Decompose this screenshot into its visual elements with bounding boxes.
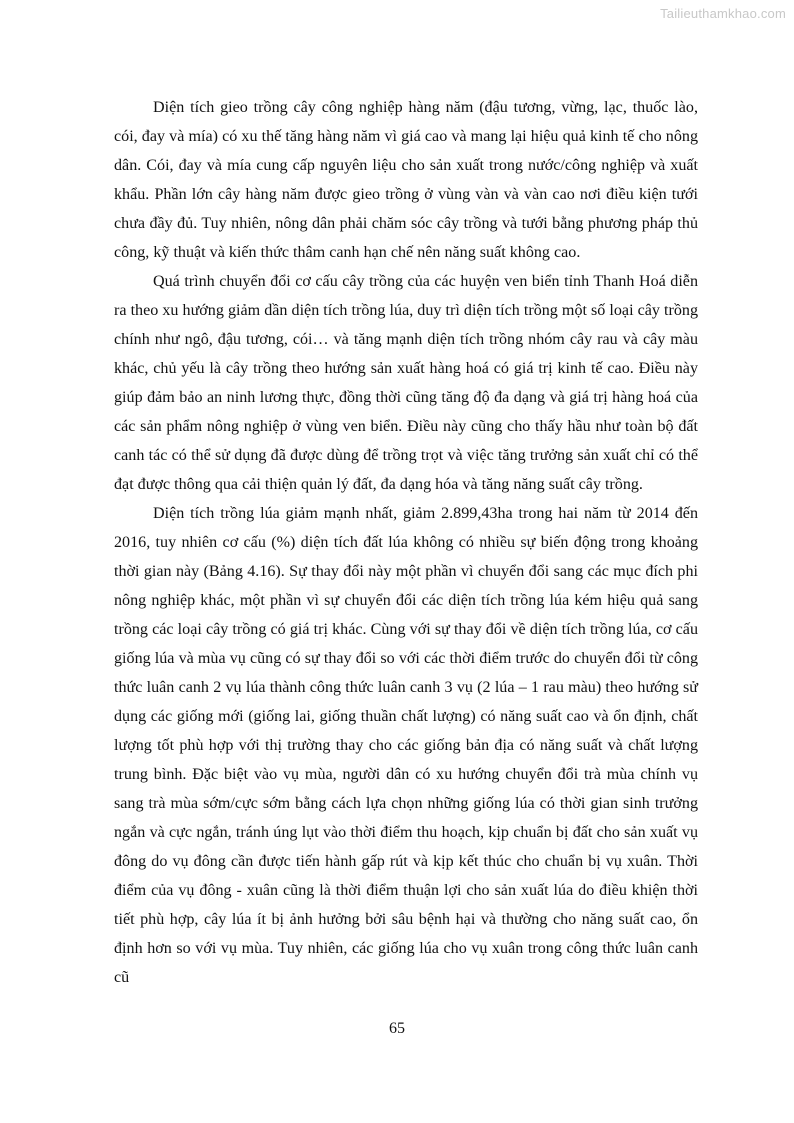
watermark-text: Tailieuthamkhao.com (660, 6, 786, 21)
document-body (114, 93, 698, 992)
paragraph-crop-restructuring: Quá trình chuyển đổi cơ cấu cây trồng của các huyện ven biển tỉnh Thanh Hoá diễn ra theo xu hướng giảm dần diện tích trồng lúa, duy trì diện tích trồng một số loại cây trồng chính như ngô, đậu tương, cói… và tăng mạnh diện tích trồng nhóm cây rau và cây màu khác, chủ yếu là cây trồng theo hướng sản xuất hàng hoá có giá trị kinh tế cao. Điều này giúp đảm bảo an ninh lương thực, đồng thời cũng tăng độ đa dạng và giá trị hàng hoá của các sản phẩm nông nghiệp ở vùng ven biển. Điều này cũng cho thấy hầu như toàn bộ đất canh tác có thể sử dụng đã được dùng để trồng trọt và việc tăng trưởng sản xuất chỉ có thể đạt được thông qua cải thiện quản lý đất, đa dạng hóa và tăng năng suất cây trồng. (114, 273, 698, 493)
page-number: 65 (389, 1020, 405, 1037)
paragraph-industrial-crops: Diện tích gieo trồng cây công nghiệp hàng năm (đậu tương, vừng, lạc, thuốc lào, cói, đay và mía) có xu thế tăng hàng năm vì giá cao và mang lại hiệu quả kinh tế cho nông dân. Cói, đay và mía cung cấp nguyên liệu cho sản xuất trong nước/công nghiệp và xuất khẩu. Phần lớn cây hàng năm được gieo trồng ở vùng vàn và vàn cao nơi điều kiện tưới chưa đầy đủ. Tuy nhiên, nông dân phải chăm sóc cây trồng và tưới bằng phương pháp thủ công, kỹ thuật và kiến thức thâm canh hạn chế nên năng suất không cao. (114, 99, 698, 261)
paragraph-rice-area: Diện tích trồng lúa giảm mạnh nhất, giảm 2.899,43ha trong hai năm từ 2014 đến 2016, tuy nhiên cơ cấu (%) diện tích đất lúa không có nhiều sự biến động trong khoảng thời gian này (Bảng 4.16). Sự thay đổi này một phần vì chuyển đổi sang các mục đích phi nông nghiệp khác, một phần vì sự chuyển đổi các diện tích trồng lúa kém hiệu quả sang trồng các loại cây trồng có giá trị khác. Cùng với sự thay đổi về diện tích trồng lúa, cơ cấu giống lúa và mùa vụ cũng có sự thay đổi so với các thời điểm trước do chuyển đổi từ công thức luân canh 2 vụ lúa thành công thức luân canh 3 vụ (2 lúa – 1 rau màu) theo hướng sử dụng các giống mới (giống lai, giống thuần chất lượng) có năng suất cao và ổn định, chất lượng tốt phù hợp với thị trường thay cho các giống bản địa có năng suất và chất lượng trung bình. Đặc biệt vào vụ mùa, người dân có xu hướng chuyển đổi trà mùa chính vụ sang trà mùa sớm/cực sớm bằng cách lựa chọn những giống lúa có thời gian sinh trưởng ngắn và cực ngắn, tránh úng lụt vào thời điểm thu hoạch, kịp chuẩn bị đất cho sản xuất vụ đông do vụ đông cần được tiến hành gấp rút và kịp kết thúc cho chuẩn bị vụ xuân. Thời điểm của vụ đông - xuân cũng là thời điểm thuận lợi cho sản xuất lúa do điều khiện thời tiết phù hợp, cây lúa ít bị ảnh hưởng bởi sâu bệnh hại và thường cho năng suất cao, ổn định hơn so với vụ mùa. Tuy nhiên, các giống lúa cho vụ xuân trong công thức luân canh cũ (114, 505, 698, 986)
